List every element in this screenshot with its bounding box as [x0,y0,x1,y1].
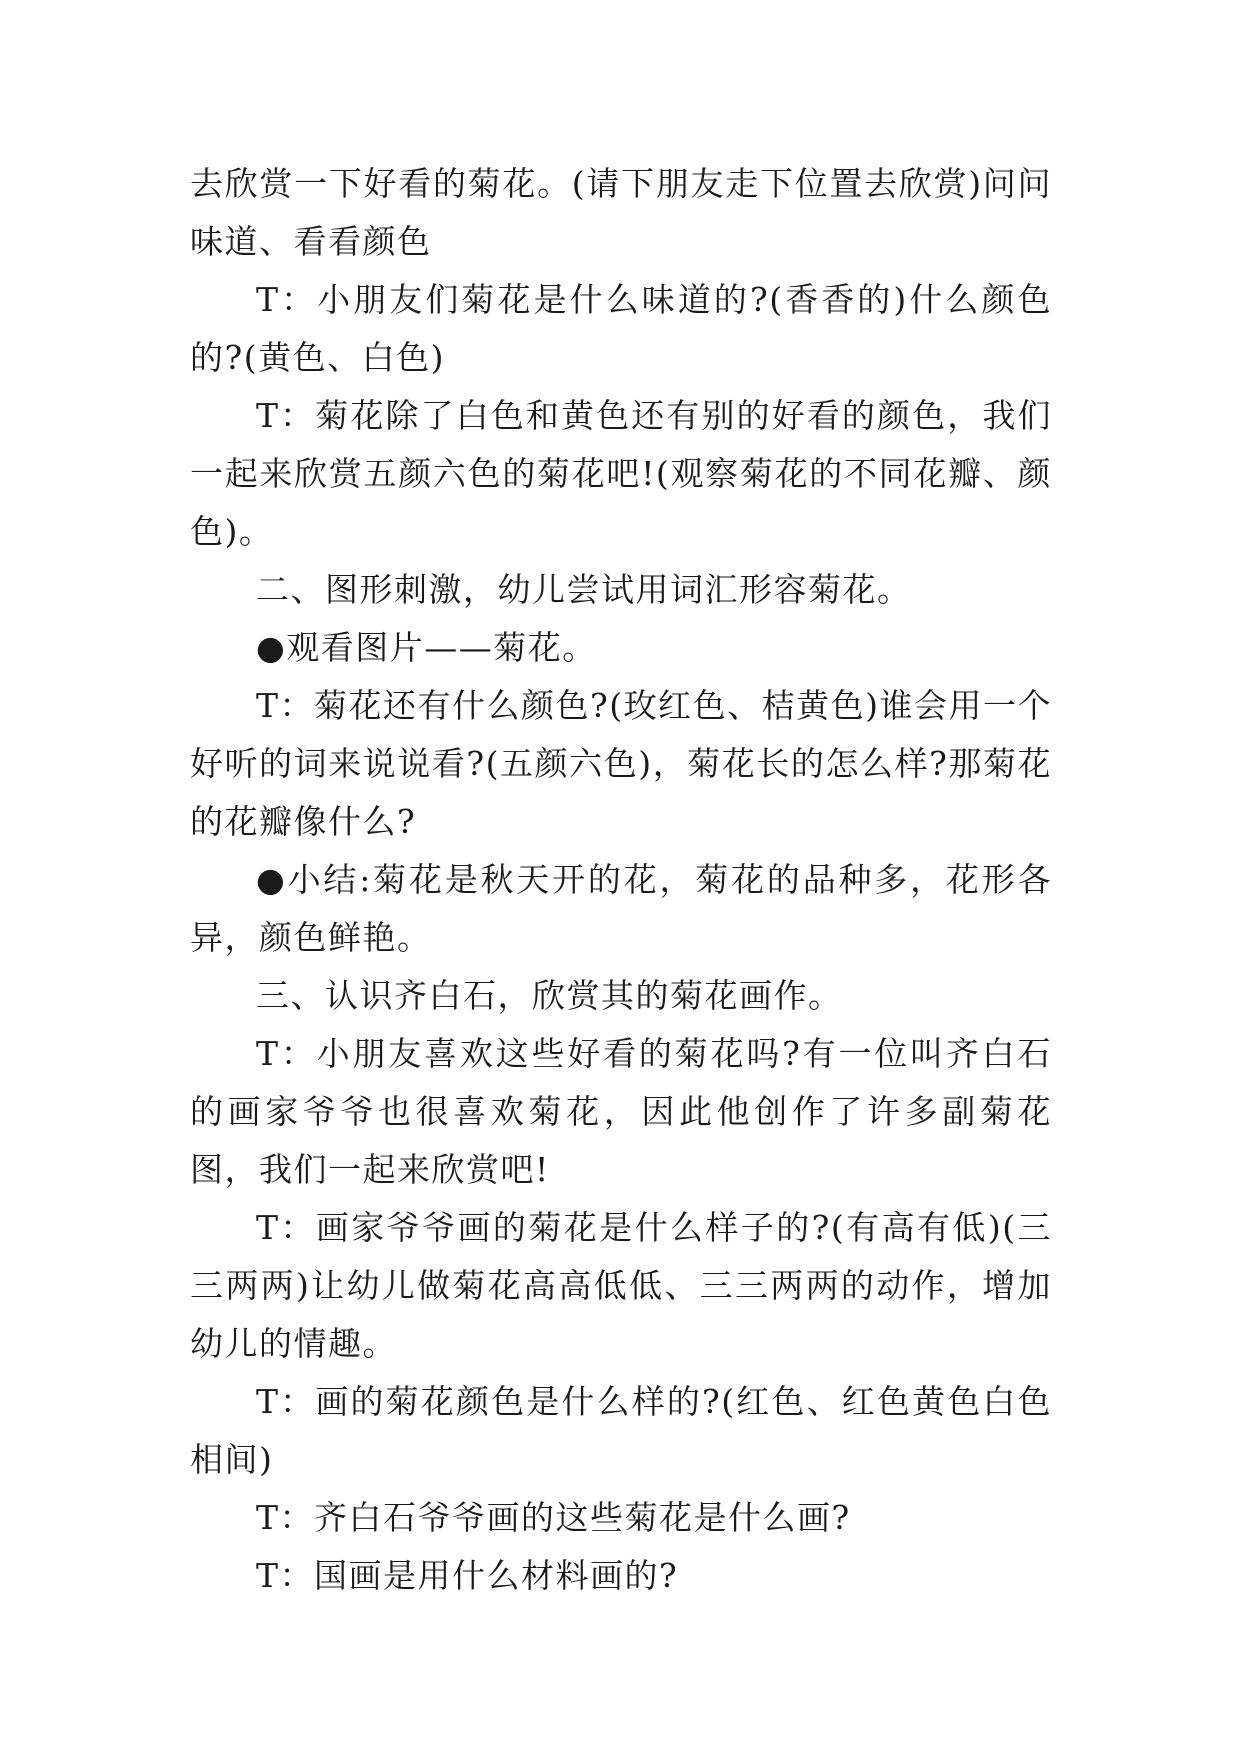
paragraph: T：菊花还有什么颜色?(玫红色、桔黄色)谁会用一个好听的词来说说看?(五颜六色)，菊花长的怎么样?那菊花的花瓣像什么? [190,686,1052,841]
paragraph: T：国画是用什么材料画的? [256,1556,679,1595]
paragraph: T：画的菊花颜色是什么样的?(红色、红色黄色白色相间) [190,1382,1052,1479]
section-heading: 二、图形刺激，幼儿尝试用词汇形容菊花。 [256,570,912,609]
paragraph: T：小朋友们菊花是什么味道的?(香香的)什么颜色的?(黄色、白色) [190,280,1052,377]
bullet-item: ●观看图片——菊花。 [256,628,597,667]
paragraph: T：小朋友喜欢这些好看的菊花吗?有一位叫齐白石的画家爷爷也很喜欢菊花，因此他创作了许多副菊花图，我们一起来欣赏吧! [190,1034,1052,1189]
paragraph: T：菊花除了白色和黄色还有别的好看的颜色，我们一起来欣赏五颜六色的菊花吧!(观察菊花的不同花瓣、颜色)。 [190,396,1052,551]
section-heading: 三、认识齐白石，欣赏其的菊花画作。 [256,976,843,1015]
document-body [190,155,1052,1605]
paragraph: T：画家爷爷画的菊花是什么样子的?(有高有低)(三三两两)让幼儿做菊花高高低低、三三两两的动作，增加幼儿的情趣。 [190,1208,1052,1363]
paragraph: 去欣赏一下好看的菊花。(请下朋友走下位置去欣赏)问问味道、看看颜色 [190,164,1052,261]
bullet-item: ●小结:菊花是秋天开的花，菊花的品种多，花形各异，颜色鲜艳。 [190,860,1052,957]
paragraph: T：齐白石爷爷画的这些菊花是什么画? [256,1498,851,1537]
